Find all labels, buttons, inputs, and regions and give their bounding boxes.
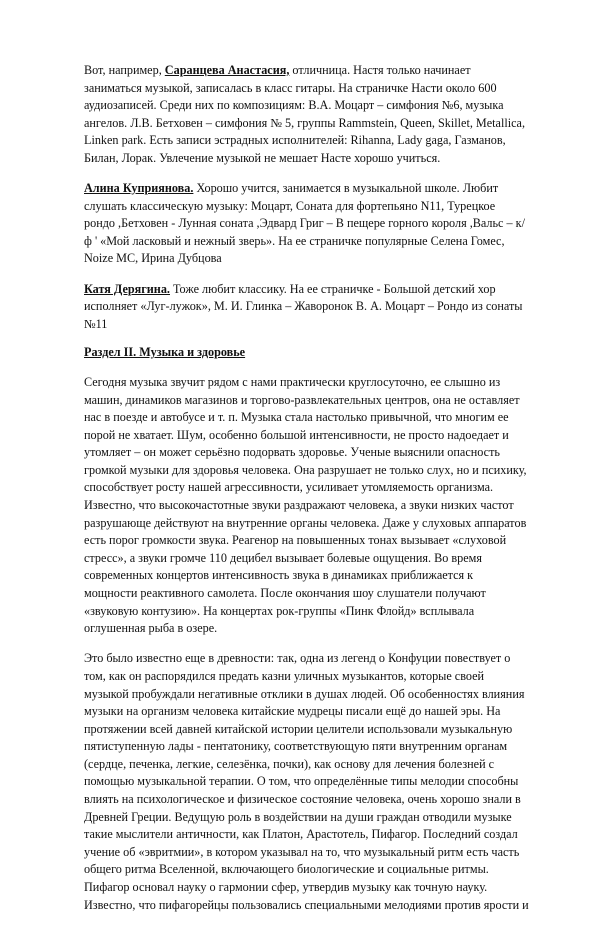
paragraph-intro: Вот, например,	[84, 63, 165, 77]
paragraph-text-anastasia: отличница. Настя только начинает заниматься музыкой, записалась в класс гитары. На страничке Насти около 600 аудиозаписей. Среди них по композициям: В.А. Моцарт – симфония №6, музыка ангелов. Л.В. Бетховен – симфония № 5, группы Rammstein, Queen, Skillet, Metallica, Linken park. Есть записи эстрадных исполнителей: Rihanna, Lady gaga, Газманов, Билан, Лорак. Увлечение музыкой не мешает Насте хорошо учиться.	[84, 63, 525, 165]
paragraph-history: Это было известно еще в древности: так, одна из легенд о Конфуции повествует о том, как он распорядился предать казни уличных музыкантов, которые своей музыкой пробуждали негативные отклики в душах людей. Об особенностях влияния музыки на организм человека китайские мудрецы писали ещё до нашей эры. На протяжении всей давней китайской истории целители использовали музыкальную пятиступенную лады - пентатонику, соответствующую пяти внутренним органам (сердце, печенка, легкие, селезёнка, почки), как основу для лечения болезней с помощью музыкальной терапии. О том, что определённые типы мелодии способны влиять на психологическое и физическое состояние человека, очень хорошо знали в Древней Греции. Ведущую роль в воздействии на души граждан отводили музыке такие мыслители античности, как Платон, Арастотель, Пифагор. Последний создал учение об «эвритмии», в котором указывал на то, что музыкальный ритм есть часть общего ритма Вселенной, включающего биологические и социальные ритмы. Пифагор основал науку о гармонии сфер, утвердив музыку как точную науку. Известно, что пифагорейцы пользовались специальными мелодиями против ярости и	[84, 651, 529, 912]
paragraph-katya	[84, 281, 529, 334]
paragraph-anastasia	[84, 62, 529, 168]
document-page	[84, 62, 529, 927]
paragraph-text-alina: Хорошо учится, занимается в музыкальной школе. Любит слушать классическую музыку: Моцарт, Соната для фортепьяно N11, Турецкое рондо ,Бетховен - Лунная соната ,Эдвард Григ – В пещере горного короля ,Вальс – к/ф ' «Мой ласковый и нежный зверь». На ее страничке популярные Селена Гомес, Noize MC, Ирина Дубцова	[84, 181, 525, 266]
section-heading: Раздел II. Музыка и здоровье	[84, 345, 246, 360]
paragraph-alina	[84, 180, 529, 268]
student-name-anastasia: Саранцева Анастасия,	[164, 63, 290, 77]
student-name-alina: Алина Куприянова.	[84, 181, 194, 196]
paragraph-music-health: Сегодня музыка звучит рядом с нами практически круглосуточно, ее слышно из машин, динамиков магазинов и торгово-развлекательных центров, она не оставляет нас в поезде и автобусе и т. п. Музыка стала настолько привычной, что многим ее порой не хватает. Шум, особенно большой интенсивности, не просто надоедает и утомляет – он может серьёзно подорвать здоровье. Ученые выяснили опасность громкой музыки для здоровья человека. Она разрушает не только слух, но и психику, способствует росту нашей агрессивности, усиливает утомляемость организма. Известно, что высокочастотные звуки раздражают человека, а звуки низких частот разрушающе действуют на внутренние органы человека. Даже у слуховых аппаратов есть порог громкости звука. Реагенор на повышенных тонах вызывает «слуховой стресс», а звуки громче 110 децибел вызывает болевые ощущения. Во время современных концертов интенсивность звука в динамиках приближается к мощности реактивного самолета. После окончания шоу слушатели получают «звуковую контузию». На концертах рок-группы «Пинк Флойд» всплывала оглушенная рыба в озере.	[84, 374, 527, 636]
paragraph-text-katya: Тоже любит классику. На ее страничке - Большой детский хор исполняет «Луг-лужок», М. И. Глинка – Жаворонок В. А. Моцарт – Рондо из сонаты №11	[84, 281, 523, 331]
student-name-katya: Катя Дерягина.	[84, 281, 170, 296]
